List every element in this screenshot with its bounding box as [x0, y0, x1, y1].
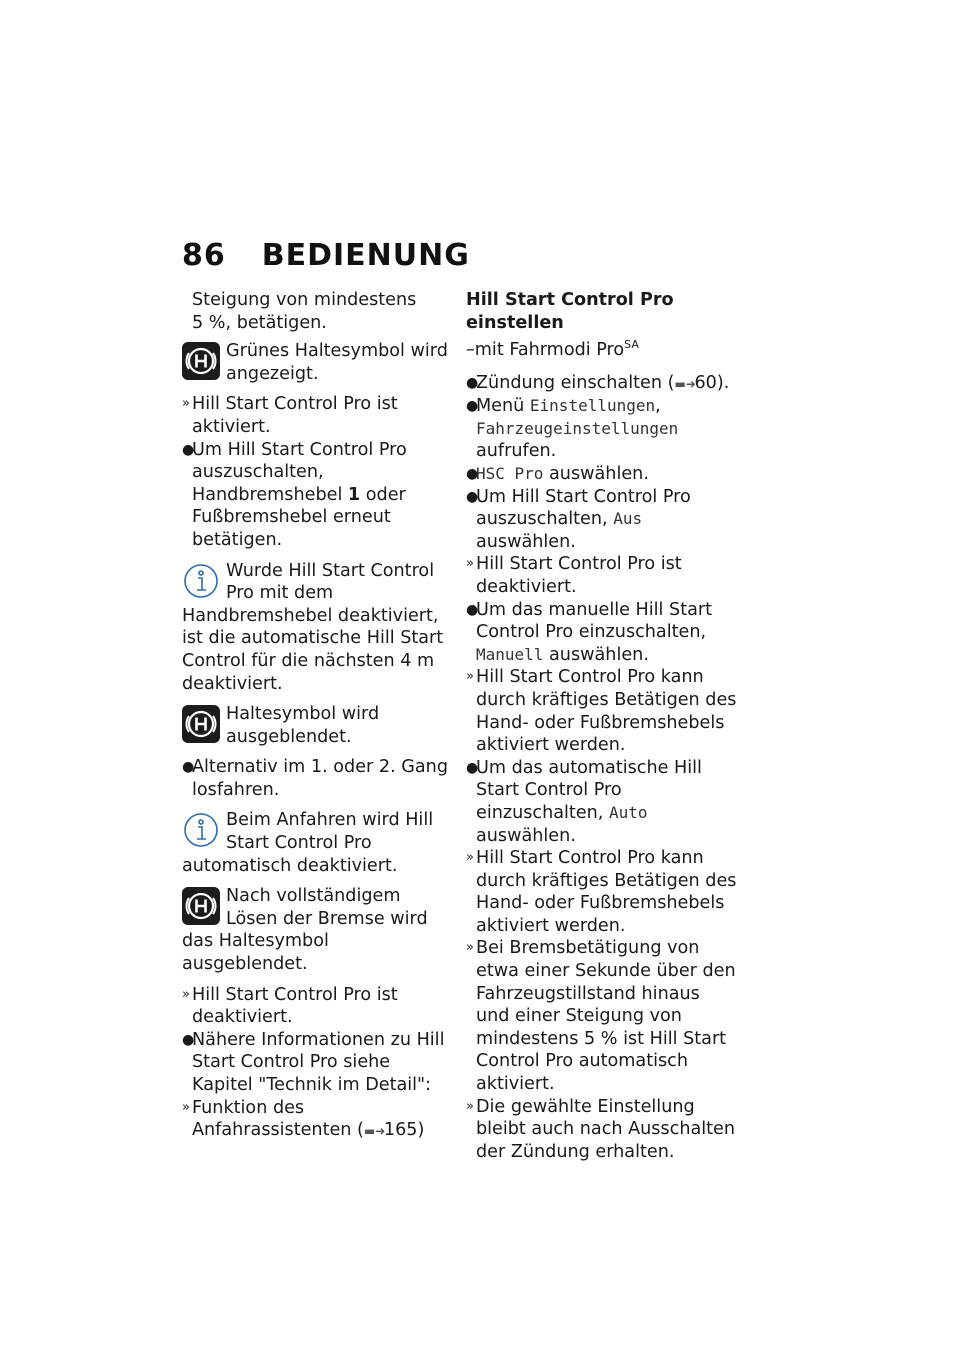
bullet-marker: ●	[466, 601, 479, 618]
menu-term: Aus	[613, 509, 643, 529]
page-reference-arrow-icon: ▬➜	[363, 1124, 386, 1139]
result-item: » Bei Bremsbetätigung von etwa einer Sekunde über den Fahrzeugstillstand hinaus und einer Steigung von mindestens 5 % ist Hill Start Control Pro automatisch aktiviert.	[466, 938, 736, 1095]
result-item: » Hill Start Control Pro ist aktiviert.	[182, 394, 398, 437]
page-reference-arrow-icon: ▬➜	[674, 376, 696, 391]
menu-term: Fahrzeugeinstellungen	[476, 418, 679, 438]
menu-term: HSC Pro	[476, 464, 544, 484]
hold-symbol-icon	[182, 705, 220, 743]
bullet-item: ● Zündung einschalten (▬➜60).	[466, 372, 738, 396]
right-column	[466, 289, 738, 1163]
hold-symbol-icon	[182, 887, 220, 925]
result-marker: »	[466, 556, 474, 572]
hold-symbol-icon	[182, 342, 220, 380]
result-marker: »	[466, 669, 474, 685]
continued-text: Steigung von mindestens 5 %, betätigen.	[192, 290, 417, 333]
info-note: Wurde Hill Start Control Pro mit dem Handbremshebel deaktiviert, ist die automatische Hill Start Control für die nächsten 4 m deaktiviert.	[182, 560, 444, 694]
bullet-item: ● Menü Einstellungen, Fahrzeugeinstellungen aufrufen.	[466, 396, 679, 462]
info-icon	[182, 562, 220, 600]
result-item: » Hill Start Control Pro ist deaktiviert.	[182, 984, 398, 1028]
left-column	[182, 289, 450, 1143]
page-reference[interactable]: 60	[694, 372, 717, 393]
bullet-item: ● Nähere Informationen zu Hill Start Control Pro siehe Kapitel "Technik im Detail":	[182, 1029, 445, 1095]
result-marker: »	[466, 1098, 474, 1114]
result-marker: »	[182, 1099, 190, 1115]
result-item: » Hill Start Control Pro ist deaktiviert.	[466, 554, 682, 597]
section-subtitle: –mit Fahrmodi Pro$^{SA}$	[466, 338, 639, 361]
page-number: 86	[182, 238, 226, 273]
hold-symbol-note: Nach vollständigem Lösen der Bremse wird das Haltesymbol ausgeblendet.	[182, 886, 428, 975]
bullet-marker: ●	[182, 441, 195, 458]
bullet-marker: ●	[182, 759, 195, 776]
page-reference[interactable]: 165	[383, 1120, 418, 1141]
bullet-item: ● Um Hill Start Control Pro auszuschalten, Aus auswählen.	[466, 486, 691, 552]
bullet-item: ● Um das manuelle Hill Start Control Pro einzuschalten, Manuell auswählen.	[466, 599, 713, 665]
bullet-marker: ●	[182, 1031, 195, 1048]
bullet-item: ● HSC Pro auswählen.	[466, 464, 649, 485]
bullet-item: ● Um Hill Start Control Pro auszuschalten, Handbremshebel 1 oder Fußbremshebel erneut betätigen.	[182, 439, 407, 550]
result-item: » Hill Start Control Pro kann durch kräftiges Betätigen des Hand- oder Fußbremshebels aktiviert werden.	[466, 848, 737, 936]
page-header	[182, 238, 470, 273]
page-title: BEDIENUNG	[261, 238, 470, 273]
menu-term: Einstellungen	[529, 396, 656, 416]
result-marker: »	[466, 940, 474, 956]
menu-term: Manuell	[476, 644, 544, 664]
result-item: » Funktion des Anfahrassistenten (▬➜165)	[182, 1097, 450, 1143]
result-marker: »	[182, 986, 190, 1002]
result-item: » Die gewählte Einstellung bleibt auch nach Ausschalten der Zündung erhalten.	[466, 1096, 736, 1162]
bullet-marker: ●	[466, 488, 479, 505]
section-heading: Hill Start Control Pro einstellen	[466, 290, 674, 333]
bullet-item: ● Alternativ im 1. oder 2. Gang losfahren.	[182, 757, 448, 800]
hold-symbol-note: Haltesymbol wird ausgeblendet.	[182, 703, 450, 748]
result-marker: »	[182, 396, 190, 412]
info-note: Beim Anfahren wird Hill Start Control Pro automatisch deaktiviert.	[182, 810, 434, 876]
bullet-item: ● Um das automatische Hill Start Control Pro einzuschalten, Auto auswählen.	[466, 757, 702, 846]
menu-term: Auto	[608, 802, 648, 822]
bullet-marker: ●	[466, 759, 479, 776]
bullet-marker: ●	[466, 466, 479, 483]
hold-symbol-note: Grünes Haltesymbol wird angezeigt.	[182, 340, 450, 385]
bullet-marker: ●	[466, 374, 479, 391]
bullet-marker: ●	[466, 398, 479, 415]
result-marker: »	[466, 850, 474, 866]
info-icon	[182, 811, 220, 849]
result-item: » Hill Start Control Pro kann durch kräftiges Betätigen des Hand- oder Fußbremshebels aktiviert werden.	[466, 667, 737, 756]
